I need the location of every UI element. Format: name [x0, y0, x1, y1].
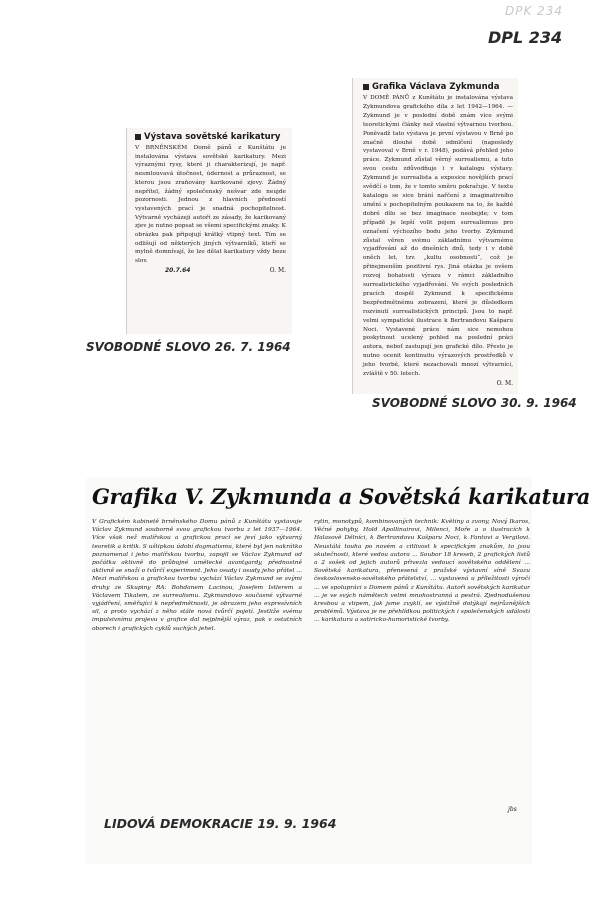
bullet-icon — [135, 134, 141, 140]
source-svobodne-slovo-2: SVOBODNÉ SLOVO 30. 9. 1964 — [372, 396, 577, 410]
source-svobodne-slovo-1: SVOBODNÉ SLOVO 26. 7. 1964 — [86, 340, 291, 354]
archive-stamp: DPK 234 — [505, 4, 564, 18]
clipping-signature: O. M. — [496, 380, 513, 387]
clipping-body: V BRNĚNSKÉM Domě pánů z Kunštátu je instalována výstava sovětské karikatury. Mezi výraznými rysy, které ji charakterizují, je např. nesmlouvavá útočnost, údernost a průraznost, se kterou jsou zraňovány karikované zjevy. Žádný nepřítel, žádný společenský nešvar zde neujde pozornosti. Jednou z hlavních předností vystavených prací je snadná pochopitelnost. Výtvarně vycházejí autoři ze zásady, že karikovaný zjev je nutno popsat se všemi specifickými znaky. K obrázku pak připojují krátký vtipný text. Tím se odlišují od některých jiných výtvarníků, kteří se mylně domnívají, že lze dělat karikatury vždy beze slov. — [135, 145, 286, 265]
article-column-right: rytin, monotypů, kombinovaných technik: Květiny a zvony, Nový Ikaros, Věčné pohyby, Hold Apollinairovi, Milenci, Moře a o ilustracích k Halasově Dělníci, k Bertrandovu Kašparu Noci, k Fantovi a Vergilovi. Neustálá touha po novém a citlivost k specifickým znakům, to jsou skutečnosti, které vedou autora ... Soubor 18 kreseb, 2 grafických listů a 2 sošek od jejich autorů přivezla vedoucí sovětského oddělení ... Sovětská karikatura, přenesená z pražské výstavní síně Svazu československo-sovětského přátelství, ... vystavená u příležitosti výročí ... ve spolupráci s Domem pánů z Kunštátu. Autoři sovětských karikatur ... je ve svých námětech velmi mnohostranná a pestrá. Zjednodušenou kresbou a vtipem, jak jsme zvyklí, se výstižně dotýkají nejrůznějších problémů. Výstava je ne přehlídkou politických i společenských událostí ... karikatura a satiricko-humoristické tvorby. — [314, 519, 530, 624]
clipping-body: V DOMĚ PÁNŮ z Kunštátu je instalována výstava Zykmundova grafického díla z let 1942—1964. — Zykmund je v poslední době znám více svými teoretickými články než vlastní výtvarnou tvorbou. Poněvadž tato výstava je první výstavou v Brně po značně dlouhé době odmlčení (naposledy vystavoval v Brně v r. 1948), podává přehled jeho práce. Zykmund zůstal věrný surrealismu, a tuto svou cestu zdůvodňuje i v katalogu výstavy. Zykmund je surrealista a exposice novějších prací svědčí o tom, že v tomto směru pokračuje. V textu katalogu se sice brání nařčení z imaginativního umění s pochopitelným poukazem na to, že každé dobré dílo se bez imaginace neobejde; v tom případě je lepší volit pojem surrealismus pro označení výchozího bodu jeho tvorby. Zykmund zůstal věren svému základnímu výtvarnému vyjadřování až do dnešních dnů, tedy i v době oněch let, tzv. „kultu osobnosti“, což je přinejmenším pozitivní rys. Jiná otázka je ovšem rozvoj bohatosti výrazu v rámci základního surrealistického vyjadřování. Ve svých posledních pracích dospěl Zykmund k specifickému bezpředmětnému zobrazení, které je důsledkem rozvinutí surrealistických principů. Jsou to např. velmi sympatické ilustrace k Bertrandovu Kašparu Noci. Vystavené práce nám sice nemohou poskytnout ucelený pohled na poslední práci autora, neboť zastupují jen grafické dílo. Přesto je nutno ocenit kontinuitu výrazových prostředků v jeho tvorbě, které nezachovali mnozí výtvarníci, zvláště v 50. letech. — [363, 95, 513, 378]
article-title: Grafika V. Zykmunda a Sovětská karikatura — [92, 484, 591, 509]
handwritten-date: 20.7.64 — [165, 266, 191, 274]
clipping-signature: 20.7.64 O. M. — [165, 266, 286, 274]
clipping-headline: Grafika Václava Zykmunda — [363, 82, 513, 92]
archive-reference: DPL 234 — [488, 28, 563, 47]
article-signature: jbs — [508, 806, 517, 813]
source-lidova-demokracie: LIDOVÁ DEMOKRACIE 19. 9. 1964 — [104, 816, 337, 831]
article-column-left: V Grafickém kabinetě brněnského Domu pánů z Kunštátu vystavuje Václav Zykmund souborně svou grafickou tvorbu z let 1937—1964. Více však než malířskou a grafickou prací se jeví jako výtvarný teoretik a kritik. S uštipkou údobí dogmatismu, které byl jen nakrátko poznamenal i jeho malířskou tvorbu, zapojil se Václav Zykmund od počátku aktivně do průbojné umělecké avantgardy, přednostně aktivně se snaží o tvůrčí experiment. Jeho osudy i osudy jeho přátel ... Mezi malířskou a grafickou tvorbu vychází Václav Zykmund se svými druhy ze Skupiny RA: Bohdanem Lacinou, Josefem Istlerem a Václavem Tikalem, ze surrealismu. Zykmundovo současné výtvarné vyjádření, směřující k nepředmětnosti, je obrazem jeho expresívních sil, a proto vychází z něho stále nová tvůrčí pojetí. Jestliže svému impulsivnímu projevu v grafice dal nejplnější výraz, pak v ostatních oborech i grafických cyklů suchých jehel. — [92, 519, 302, 632]
clipping-zykmund-graphics — [352, 78, 518, 394]
bullet-icon — [363, 84, 369, 90]
clipping-soviet-caricature — [126, 128, 292, 334]
clipping-headline: Výstava sovětské karikatury — [135, 132, 286, 142]
